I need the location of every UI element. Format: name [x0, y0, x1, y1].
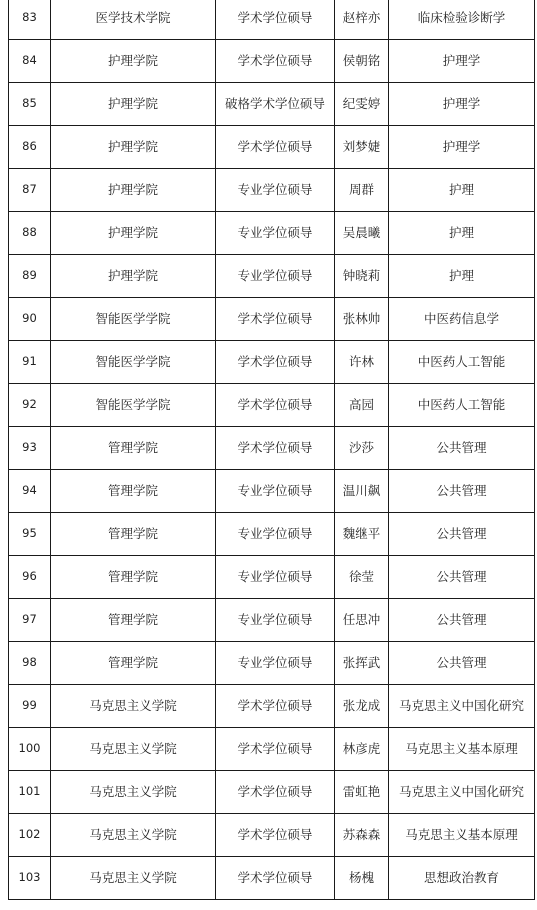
- row-number-cell: 94: [9, 470, 51, 513]
- row-number-cell: 96: [9, 556, 51, 599]
- major-cell: 思想政治教育: [389, 857, 535, 900]
- table-row: [9, 427, 535, 470]
- supervisor-name-cell: 高园: [335, 384, 389, 427]
- row-number-cell: 89: [9, 255, 51, 298]
- supervisor-type-cell: 学术学位硕导: [216, 857, 335, 900]
- supervisor-name-cell: 张龙成: [335, 685, 389, 728]
- major-cell: 中医药信息学: [389, 298, 535, 341]
- supervisor-name-cell: 杨槐: [335, 857, 389, 900]
- supervisor-name-cell: 赵梓亦: [335, 0, 389, 40]
- major-cell: 公共管理: [389, 427, 535, 470]
- college-cell: 护理学院: [51, 40, 216, 83]
- supervisor-name-cell: 温川飙: [335, 470, 389, 513]
- table-row: [9, 857, 535, 900]
- supervisor-name-cell: 吴晨曦: [335, 212, 389, 255]
- major-cell: 马克思主义基本原理: [389, 814, 535, 857]
- table-row: [9, 513, 535, 556]
- supervisor-type-cell: 专业学位硕导: [216, 556, 335, 599]
- major-cell: 公共管理: [389, 556, 535, 599]
- supervisor-name-cell: 林彦虎: [335, 728, 389, 771]
- supervisor-name-cell: 雷虹艳: [335, 771, 389, 814]
- table-row: [9, 0, 535, 40]
- supervisor-table: [8, 0, 535, 900]
- college-cell: 护理学院: [51, 83, 216, 126]
- supervisor-type-cell: 学术学位硕导: [216, 384, 335, 427]
- supervisor-name-cell: 侯朝铭: [335, 40, 389, 83]
- supervisor-name-cell: 沙莎: [335, 427, 389, 470]
- college-cell: 医学技术学院: [51, 0, 216, 40]
- college-cell: 马克思主义学院: [51, 728, 216, 771]
- college-cell: 马克思主义学院: [51, 857, 216, 900]
- row-number-cell: 85: [9, 83, 51, 126]
- table-row: [9, 599, 535, 642]
- supervisor-type-cell: 专业学位硕导: [216, 470, 335, 513]
- college-cell: 护理学院: [51, 169, 216, 212]
- supervisor-type-cell: 专业学位硕导: [216, 255, 335, 298]
- major-cell: 临床检验诊断学: [389, 0, 535, 40]
- major-cell: 护理学: [389, 126, 535, 169]
- table-row: [9, 470, 535, 513]
- supervisor-type-cell: 学术学位硕导: [216, 0, 335, 40]
- major-cell: 护理: [389, 212, 535, 255]
- college-cell: 管理学院: [51, 599, 216, 642]
- supervisor-type-cell: 学术学位硕导: [216, 771, 335, 814]
- table-body: [9, 0, 535, 900]
- college-cell: 管理学院: [51, 470, 216, 513]
- supervisor-type-cell: 学术学位硕导: [216, 685, 335, 728]
- table-row: [9, 40, 535, 83]
- supervisor-type-cell: 专业学位硕导: [216, 212, 335, 255]
- supervisor-name-cell: 苏森森: [335, 814, 389, 857]
- row-number-cell: 101: [9, 771, 51, 814]
- row-number-cell: 91: [9, 341, 51, 384]
- supervisor-type-cell: 学术学位硕导: [216, 298, 335, 341]
- supervisor-type-cell: 学术学位硕导: [216, 814, 335, 857]
- supervisor-name-cell: 张林帅: [335, 298, 389, 341]
- supervisor-type-cell: 学术学位硕导: [216, 427, 335, 470]
- table-row: [9, 83, 535, 126]
- row-number-cell: 98: [9, 642, 51, 685]
- row-number-cell: 93: [9, 427, 51, 470]
- supervisor-name-cell: 徐莹: [335, 556, 389, 599]
- table-row: [9, 341, 535, 384]
- table-row: [9, 126, 535, 169]
- supervisor-type-cell: 学术学位硕导: [216, 341, 335, 384]
- supervisor-name-cell: 钟晓莉: [335, 255, 389, 298]
- supervisor-type-cell: 学术学位硕导: [216, 126, 335, 169]
- table-row: [9, 814, 535, 857]
- major-cell: 公共管理: [389, 513, 535, 556]
- major-cell: 马克思主义基本原理: [389, 728, 535, 771]
- major-cell: 中医药人工智能: [389, 384, 535, 427]
- row-number-cell: 102: [9, 814, 51, 857]
- college-cell: 护理学院: [51, 126, 216, 169]
- row-number-cell: 100: [9, 728, 51, 771]
- college-cell: 管理学院: [51, 513, 216, 556]
- row-number-cell: 90: [9, 298, 51, 341]
- row-number-cell: 83: [9, 0, 51, 40]
- major-cell: 护理学: [389, 83, 535, 126]
- major-cell: 中医药人工智能: [389, 341, 535, 384]
- supervisor-type-cell: 学术学位硕导: [216, 40, 335, 83]
- college-cell: 智能医学学院: [51, 298, 216, 341]
- table-row: [9, 169, 535, 212]
- major-cell: 马克思主义中国化研究: [389, 685, 535, 728]
- table-row: [9, 556, 535, 599]
- college-cell: 智能医学学院: [51, 384, 216, 427]
- table-row: [9, 685, 535, 728]
- college-cell: 护理学院: [51, 212, 216, 255]
- college-cell: 管理学院: [51, 556, 216, 599]
- major-cell: 马克思主义中国化研究: [389, 771, 535, 814]
- row-number-cell: 88: [9, 212, 51, 255]
- supervisor-type-cell: 专业学位硕导: [216, 599, 335, 642]
- college-cell: 护理学院: [51, 255, 216, 298]
- supervisor-name-cell: 许林: [335, 341, 389, 384]
- supervisor-name-cell: 周群: [335, 169, 389, 212]
- row-number-cell: 95: [9, 513, 51, 556]
- supervisor-name-cell: 任思冲: [335, 599, 389, 642]
- supervisor-name-cell: 魏继平: [335, 513, 389, 556]
- supervisor-type-cell: 破格学术学位硕导: [216, 83, 335, 126]
- major-cell: 公共管理: [389, 642, 535, 685]
- row-number-cell: 84: [9, 40, 51, 83]
- major-cell: 护理: [389, 255, 535, 298]
- college-cell: 智能医学学院: [51, 341, 216, 384]
- supervisor-type-cell: 学术学位硕导: [216, 728, 335, 771]
- major-cell: 护理: [389, 169, 535, 212]
- supervisor-table-container: [8, 0, 534, 900]
- supervisor-type-cell: 专业学位硕导: [216, 513, 335, 556]
- college-cell: 马克思主义学院: [51, 814, 216, 857]
- table-row: [9, 255, 535, 298]
- table-row: [9, 384, 535, 427]
- table-row: [9, 642, 535, 685]
- row-number-cell: 86: [9, 126, 51, 169]
- row-number-cell: 103: [9, 857, 51, 900]
- supervisor-name-cell: 刘梦婕: [335, 126, 389, 169]
- college-cell: 管理学院: [51, 427, 216, 470]
- table-row: [9, 771, 535, 814]
- row-number-cell: 92: [9, 384, 51, 427]
- major-cell: 公共管理: [389, 470, 535, 513]
- row-number-cell: 87: [9, 169, 51, 212]
- supervisor-type-cell: 专业学位硕导: [216, 642, 335, 685]
- college-cell: 管理学院: [51, 642, 216, 685]
- major-cell: 护理学: [389, 40, 535, 83]
- table-row: [9, 298, 535, 341]
- supervisor-name-cell: 张挥武: [335, 642, 389, 685]
- major-cell: 公共管理: [389, 599, 535, 642]
- supervisor-name-cell: 纪雯婷: [335, 83, 389, 126]
- row-number-cell: 97: [9, 599, 51, 642]
- row-number-cell: 99: [9, 685, 51, 728]
- table-row: [9, 728, 535, 771]
- supervisor-type-cell: 专业学位硕导: [216, 169, 335, 212]
- college-cell: 马克思主义学院: [51, 771, 216, 814]
- college-cell: 马克思主义学院: [51, 685, 216, 728]
- table-row: [9, 212, 535, 255]
